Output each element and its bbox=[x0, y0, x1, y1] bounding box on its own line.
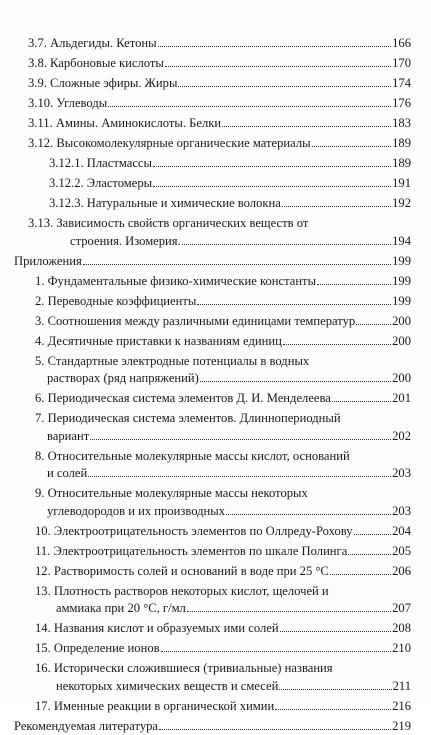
toc-entry-app-10[interactable] bbox=[14, 523, 411, 541]
toc-entry-page: 170 bbox=[392, 55, 411, 73]
toc-entry-number: 3.13. bbox=[28, 216, 53, 230]
toc-entry-page: 203 bbox=[392, 465, 411, 483]
dot-leader bbox=[158, 46, 392, 47]
toc-entry-page: 211 bbox=[393, 678, 411, 696]
toc-entry-title: Периодическая система элементов. Длиннопериодный bbox=[48, 411, 341, 425]
toc-entry-title-cont: аммиака при 20 °С, г/мл bbox=[56, 600, 186, 618]
toc-entry-title: Пластмассы bbox=[87, 156, 152, 170]
toc-entry-app-6[interactable] bbox=[14, 390, 411, 408]
toc-entry-number: 5. bbox=[35, 354, 44, 368]
toc-entry-number: 3.12.2. bbox=[49, 176, 84, 190]
toc-entry-title: Натуральные и химические волокна bbox=[87, 196, 281, 210]
dot-leader bbox=[275, 709, 391, 710]
toc-entry-title: Рекомендуемая литература bbox=[14, 718, 158, 735]
toc-entry-title: Электроотрицательность элементов по Оллреду-Рохову bbox=[54, 524, 353, 538]
toc-entry-title: Переводные коэффициенты bbox=[48, 294, 197, 308]
toc-entry-page: 207 bbox=[392, 600, 411, 618]
toc-entry-title: Исторически сложившиеся (тривиальные) названия bbox=[54, 661, 333, 675]
toc-entry-page: 219 bbox=[392, 718, 411, 735]
dot-leader bbox=[279, 689, 391, 690]
toc-entry-app-3[interactable] bbox=[14, 313, 411, 331]
toc-entry-app-15[interactable] bbox=[14, 640, 411, 658]
toc-entry-literature[interactable] bbox=[14, 718, 411, 735]
toc-entry-title: Приложения bbox=[14, 253, 82, 271]
toc-entry-number: 2. bbox=[35, 294, 44, 308]
toc-entry-app-11[interactable] bbox=[14, 543, 411, 561]
toc-entry-app-17[interactable] bbox=[14, 698, 411, 716]
toc-entry-number: 3.9. bbox=[28, 76, 47, 90]
toc-entry-title: Сложные эфиры. Жиры bbox=[50, 76, 177, 90]
toc-entry-page: 208 bbox=[392, 620, 411, 638]
toc-entry-title: Названия кислот и образуемых ими солей bbox=[54, 621, 279, 635]
toc-entry-page: 200 bbox=[392, 333, 411, 351]
toc-entry-3-12-2[interactable] bbox=[14, 175, 411, 193]
toc-entry-page: 216 bbox=[392, 698, 411, 716]
dot-leader bbox=[226, 514, 391, 515]
toc-entry-page: 192 bbox=[392, 195, 411, 213]
toc-entry-number: 11. bbox=[35, 544, 50, 558]
dot-leader bbox=[165, 66, 391, 67]
toc-entry-title: Электроотрицательность элементов по шкале Полинга bbox=[53, 544, 347, 558]
toc-entry-page: 174 bbox=[392, 75, 411, 93]
toc-entry-app-12[interactable] bbox=[14, 563, 411, 581]
dot-leader bbox=[283, 344, 391, 345]
toc-entry-number: 12. bbox=[35, 564, 51, 578]
toc-entry-number: 4. bbox=[35, 334, 44, 348]
toc-entry-page: 202 bbox=[392, 428, 411, 446]
toc-entry-page: 199 bbox=[392, 293, 411, 311]
toc-entry-number: 3.10. bbox=[28, 96, 53, 110]
toc-entry-page: 199 bbox=[392, 253, 411, 271]
dot-leader bbox=[332, 401, 391, 402]
dot-leader bbox=[108, 106, 391, 107]
toc-entry-app-4[interactable] bbox=[14, 333, 411, 351]
dot-leader bbox=[222, 126, 391, 127]
dot-leader bbox=[153, 186, 391, 187]
dot-leader bbox=[161, 651, 392, 652]
toc-entry-3-13[interactable] bbox=[14, 215, 411, 250]
toc-entry-title: Определение ионов bbox=[54, 641, 160, 655]
toc-entry-title-cont: растворах (ряд напряжений) bbox=[47, 370, 199, 388]
dot-leader bbox=[88, 476, 391, 477]
toc-entry-app-13[interactable] bbox=[14, 583, 411, 618]
toc-entry-number: 17. bbox=[35, 699, 51, 713]
toc-entry-title: Относительные молекулярные массы некоторых bbox=[48, 486, 308, 500]
toc-entry-number: 1. bbox=[35, 274, 44, 288]
toc-entry-title: Периодическая система элементов Д. И. Менделеева bbox=[48, 391, 331, 405]
toc-entry-3-9[interactable] bbox=[14, 75, 411, 93]
toc-entry-page: 189 bbox=[392, 155, 411, 173]
toc-entry-title: Плотность растворов некоторых кислот, щелочей и bbox=[54, 584, 329, 598]
dot-leader bbox=[282, 206, 391, 207]
toc-entry-app-1[interactable] bbox=[14, 273, 411, 291]
toc-entry-number: 15. bbox=[35, 641, 51, 655]
dot-leader bbox=[317, 284, 391, 285]
toc-entry-app-14[interactable] bbox=[14, 620, 411, 638]
toc-entry-page: 166 bbox=[392, 35, 411, 53]
toc-entry-app-16[interactable] bbox=[14, 660, 411, 695]
dot-leader bbox=[187, 611, 391, 612]
toc-entry-app-8[interactable] bbox=[14, 448, 411, 483]
dot-leader bbox=[153, 166, 391, 167]
dot-leader bbox=[354, 534, 392, 535]
toc-entry-3-12[interactable] bbox=[14, 135, 411, 153]
toc-entry-title: Именные реакции в органической химии bbox=[54, 699, 274, 713]
dot-leader bbox=[330, 574, 391, 575]
toc-entry-title: Десятичные приставки к названиям единиц bbox=[48, 334, 282, 348]
toc-entry-app-7[interactable] bbox=[14, 410, 411, 445]
toc-entry-title: Растворимость солей и оснований в воде при 25 °С bbox=[54, 564, 329, 578]
toc-entry-title-cont: углеводородов и их производных bbox=[47, 503, 225, 521]
dot-leader bbox=[356, 324, 391, 325]
dot-leader bbox=[83, 264, 391, 265]
toc-entry-page: 189 bbox=[392, 135, 411, 153]
toc-entry-number: 9. bbox=[35, 486, 44, 500]
toc-entry-page: 194 bbox=[392, 233, 411, 251]
toc-entry-page: 206 bbox=[392, 563, 411, 581]
toc-entry-page: 203 bbox=[392, 503, 411, 521]
toc-entry-3-8[interactable] bbox=[14, 55, 411, 73]
toc-entry-page: 200 bbox=[392, 370, 411, 388]
toc-entry-page: 183 bbox=[392, 115, 411, 133]
toc-entry-title: Зависимость свойств органических веществ от bbox=[56, 216, 308, 230]
toc-entry-page: 201 bbox=[392, 390, 411, 408]
toc-entry-page: 205 bbox=[392, 543, 411, 561]
toc-entry-title: Относительные молекулярные массы кислот, оснований bbox=[48, 449, 350, 463]
toc-entry-3-12-3[interactable] bbox=[14, 195, 411, 213]
toc-entry-number: 7. bbox=[35, 411, 44, 425]
toc-entry-number: 3.12.1. bbox=[49, 156, 84, 170]
toc-entry-number: 8. bbox=[35, 449, 44, 463]
toc-entry-page: 204 bbox=[392, 523, 411, 541]
toc-entry-title: Стандартные электродные потенциалы в водных bbox=[48, 354, 310, 368]
toc-entry-number: 13. bbox=[35, 584, 51, 598]
toc-entry-number: 3.8. bbox=[28, 56, 47, 70]
toc-entry-app-5[interactable] bbox=[14, 353, 411, 388]
toc-entry-number: 14. bbox=[35, 621, 51, 635]
toc-entry-title: Альдегиды. Кетоны bbox=[50, 36, 157, 50]
dot-leader bbox=[348, 554, 391, 555]
toc-entry-title: Высокомолекулярные органические материалы bbox=[56, 136, 310, 150]
toc-entry-3-7[interactable] bbox=[14, 35, 411, 53]
toc-entry-page: 200 bbox=[392, 313, 411, 331]
toc-entry-number: 3. bbox=[35, 314, 44, 328]
toc-entry-page: 199 bbox=[392, 273, 411, 291]
toc-entry-page: 176 bbox=[392, 95, 411, 113]
toc-entry-app-2[interactable] bbox=[14, 293, 411, 311]
toc-entry-3-11[interactable] bbox=[14, 115, 411, 133]
toc-entry-app-9[interactable] bbox=[14, 485, 411, 520]
toc-entry-title: Фундаментальные физико-химические константы bbox=[48, 274, 316, 288]
toc-entry-appendices[interactable] bbox=[14, 253, 411, 271]
dot-leader bbox=[90, 439, 391, 440]
toc-entry-title: Соотношения между различными единицами температур bbox=[48, 314, 356, 328]
toc-entry-title-cont: некоторых химических веществ и смесей bbox=[56, 678, 278, 696]
toc-entry-number: 10. bbox=[35, 524, 51, 538]
dot-leader bbox=[200, 381, 391, 382]
toc-entry-number: 3.7. bbox=[28, 36, 47, 50]
toc-entry-3-10[interactable] bbox=[14, 95, 411, 113]
toc-entry-title-cont: и солей bbox=[47, 465, 87, 483]
toc-entry-number: 6. bbox=[35, 391, 44, 405]
toc-entry-title: Углеводы bbox=[56, 96, 107, 110]
toc-entry-number: 3.12. bbox=[28, 136, 53, 150]
toc-entry-title: Амины. Аминокислоты. Белки bbox=[56, 116, 221, 130]
dot-leader bbox=[312, 146, 392, 147]
toc-entry-number: 3.11. bbox=[28, 116, 53, 130]
dot-leader bbox=[280, 631, 392, 632]
toc-entry-title-cont: строения. Изомерия. bbox=[70, 233, 181, 251]
toc-entry-title-cont: вариант bbox=[47, 428, 89, 446]
dot-leader bbox=[178, 86, 391, 87]
dot-leader bbox=[197, 304, 391, 305]
toc-entry-number: 3.12.3. bbox=[49, 196, 84, 210]
dot-leader bbox=[159, 729, 391, 730]
dot-leader bbox=[182, 244, 391, 245]
toc-entry-page: 191 bbox=[392, 175, 411, 193]
toc-entry-3-12-1[interactable] bbox=[14, 155, 411, 173]
toc-entry-number: 16. bbox=[35, 661, 51, 675]
toc-entry-page: 210 bbox=[392, 640, 411, 658]
toc-entry-title: Карбоновые кислоты bbox=[50, 56, 164, 70]
table-of-contents bbox=[14, 35, 411, 735]
toc-entry-title: Эластомеры bbox=[87, 176, 152, 190]
